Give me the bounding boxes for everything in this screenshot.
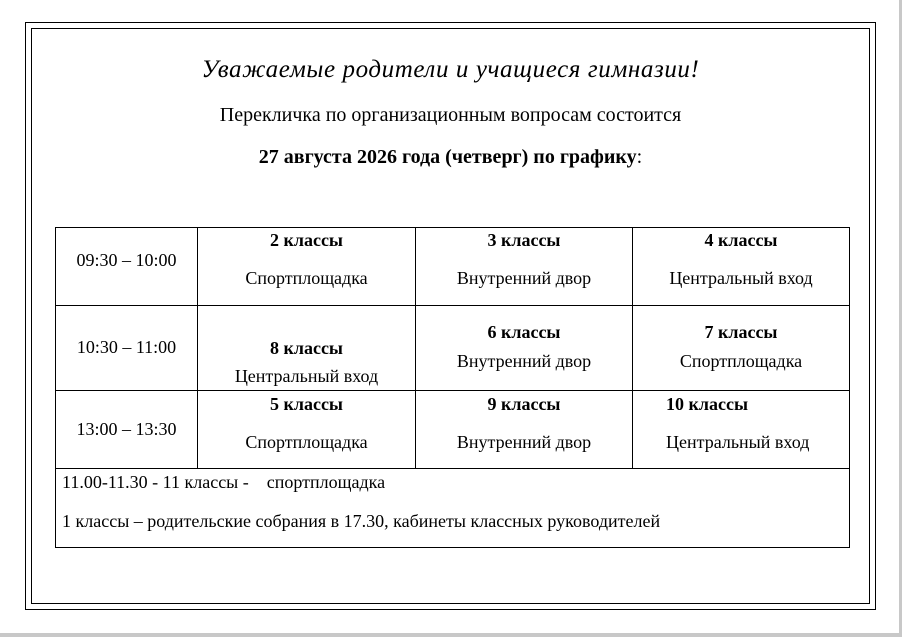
time-slot: 10:30 – 11:00: [76, 337, 177, 357]
class-group: 8 классы: [269, 338, 343, 358]
table-border-left: [55, 227, 56, 548]
meeting-place: Центральный вход: [669, 268, 813, 288]
greeting-heading: Уважаемые родители и учащиеся гимназии!: [201, 56, 700, 83]
announcement-subtitle: Перекличка по организационным вопросам состоится: [219, 104, 682, 126]
page-edge-bottom: [0, 633, 902, 637]
class-group: 6 классы: [487, 322, 561, 342]
class-group: 2 классы: [269, 230, 343, 250]
schedule-note: 1 классы – родительские собрания в 17.30, кабинеты классных руководителей: [62, 511, 661, 531]
table-border-top: [55, 227, 850, 228]
class-group: 4 классы: [704, 230, 778, 250]
time-slot: 13:00 – 13:30: [76, 419, 177, 439]
class-group: 7 классы: [704, 322, 778, 342]
time-slot: 09:30 – 10:00: [76, 250, 177, 270]
class-group: 5 классы: [269, 394, 343, 414]
table-row-divider: [55, 468, 850, 469]
class-group: 9 классы: [487, 394, 561, 414]
meeting-place: Внутренний двор: [456, 268, 592, 288]
table-border-right: [849, 227, 850, 548]
meeting-place: Внутренний двор: [456, 432, 592, 452]
table-border-bottom: [55, 547, 850, 548]
meeting-place: Спортплощадка: [245, 432, 368, 452]
meeting-place: Спортплощадка: [679, 351, 803, 371]
meeting-place: Спортплощадка: [245, 268, 368, 288]
class-group: 3 классы: [487, 230, 561, 250]
meeting-place: Центральный вход: [666, 432, 810, 452]
date-text: 27 августа 2026 года (четверг) по графику: [258, 146, 637, 168]
table-column-divider: [632, 227, 633, 469]
announcement-date: [31, 143, 870, 171]
meeting-place: Внутренний двор: [456, 351, 592, 371]
schedule-note: 11.00-11.30 - 11 классы - спортплощадка: [62, 472, 386, 492]
meeting-place: Центральный вход: [234, 366, 379, 386]
class-group: 10 классы: [666, 394, 749, 414]
table-row-divider: [55, 305, 850, 306]
table-row-divider: [55, 390, 850, 391]
date-colon: :: [636, 146, 643, 168]
